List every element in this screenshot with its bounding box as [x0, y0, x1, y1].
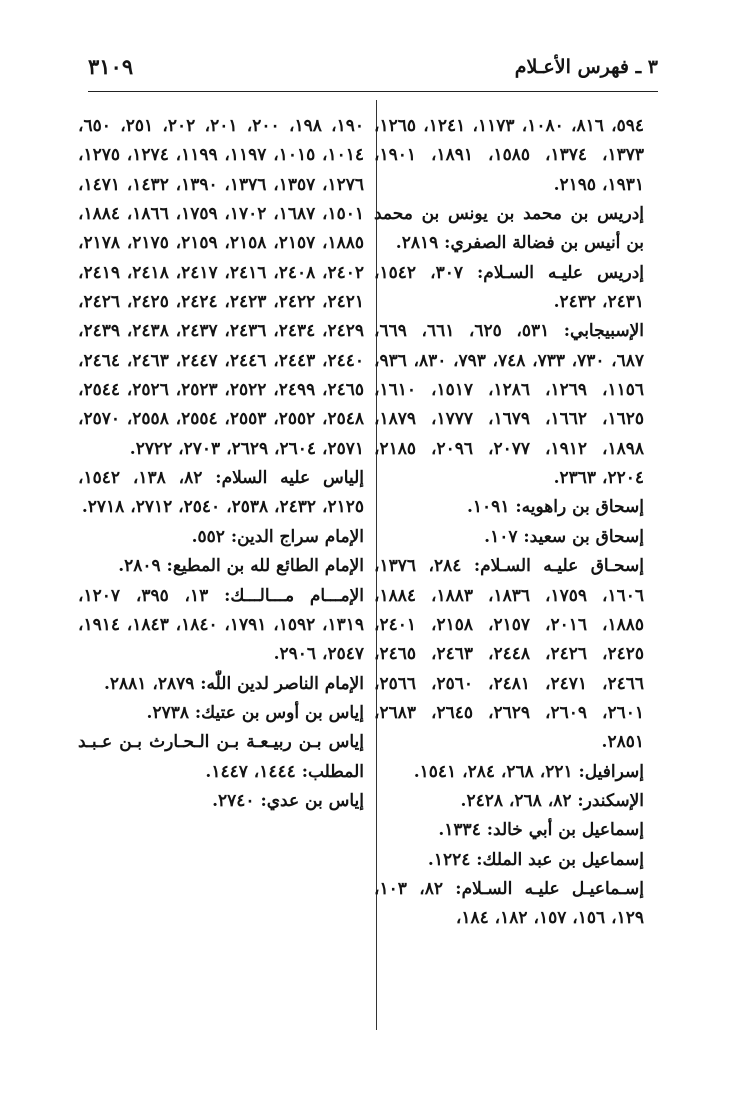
section-title: ٣ ـ فهرس الأعـلام [514, 56, 658, 78]
index-entry: إسحاق بن راهويه: ١٠٩١. [467, 497, 644, 518]
index-entry: إدريس بن محمد بن يونس بن محمد بن أنيس بن فضالة الصفري: ٢٨١٩. [374, 204, 644, 254]
header-rule [88, 91, 658, 92]
index-entry: إياس بـن ربيـعـة بـن الـحـارث بـن عـبـد المطلب: ١٤٤٤، ١٤٤٧. [78, 732, 364, 782]
index-entry: إسحـاق عليـه السـلام: ٢٨٤، ١٣٧٦، ١٦٠٦، ١٧٥٩، ١٨٣٦، ١٨٨٣، ١٨٨٤، ١٨٨٥، ٢٠١٦، ٢١٥٧، ٢١٥٨، ٢٤٠١، ٢٤٢٥، ٢٤٢٦، ٢٤٤٨، ٢٤٦٣، ٢٤٦٥، ٢٤٦٦، ٢٤٧١، ٢٤٨١، ٢٥٦٠، ٢٥٦٦، ٢٦٠١، ٢٦٠٩، ٢٦٢٩، ٢٦٤٥، ٢٦٨٣، ٢٨٥١. [374, 556, 645, 753]
index-entry: الإمـــام مـــالـــك: ١٣، ٣٩٥، ١٢٠٧، ١٣١٩، ١٥٩٢، ١٧٩١، ١٨٤٠، ١٨٤٣، ١٩١٤، ٢٥٤٧، ٢٩٠٦. [78, 585, 365, 665]
index-entry: إسماعيل بن عبد الملك: ١٢٢٤. [427, 849, 644, 870]
index-entry: إسحاق بن سعيد: ١٠٧. [484, 526, 644, 547]
page-header [88, 50, 658, 90]
index-entry: إسماعيل بن أبي خالد: ١٣٣٤. [438, 820, 644, 841]
index-entry: إسرافيل: ٢٢١، ٢٦٨، ٢٨٤، ١٥٤١. [413, 761, 644, 782]
index-entry: الإمام الطائع لله بن المطيع: ٢٨٠٩. [118, 556, 364, 577]
index-entry: إياس بن أوس بن عتيك: ٢٧٣٨. [146, 702, 364, 723]
index-entry: الإسكندر: ٨٢، ٢٦٨، ٢٤٢٨. [460, 790, 644, 811]
index-entry: إياس بن عدي: ٢٧٤٠. [212, 790, 364, 811]
index-entry: الإمام الناصر لدين اللّٰه: ٢٨٧٩، ٢٨٨١. [103, 673, 364, 694]
page-number: ٣١٠٩ [88, 54, 134, 79]
index-entry: الإسبيجابي: ٥٣١، ٦٢٥، ٦٦١، ٦٦٩، ٦٨٧، ٧٣٠، ٧٣٣، ٧٤٨، ٧٩٣، ٨٣٠، ٩٣٦، ١١٥٦، ١٢٦٩، ١٢٨٦، ١٥١٧، ١٦١٠، ١٦٢٥، ١٦٦٢، ١٦٧٩، ١٧٧٧، ١٨٧٩، ١٨٩٨، ١٩١٢، ٢٠٧٧، ٢٠٩٦، ٢١٨٥، ٢٢٠٤، ٢٣٦٣. [374, 321, 645, 489]
index-entry: إسـماعيـل عليـه السـلام: ٨٢، ١٠٣، ١٢٩، ١٥٦، ١٥٧، ١٨٢، ١٨٤، [374, 878, 644, 929]
right-column [374, 112, 644, 934]
left-column [78, 112, 364, 816]
index-entry: الإمام سراج الدين: ٥٥٢. [191, 526, 364, 547]
index-entry: ١٩٠، ١٩٨، ٢٠٠، ٢٠١، ٢٠٢، ٢٥١، ٦٥٠، ١٠١٤، ١٠١٥، ١١٩٧، ١١٩٩، ١٢٧٤، ١٢٧٥، ١٢٧٦، ١٣٥٧، ١٣٧٦، ١٣٩٠، ١٤٣٢، ١٤٧١، ١٥٠١، ١٦٨٧، ١٧٠٢، ١٧٥٩، ١٨٦٦، ١٨٨٤، ١٨٨٥، ٢١٥٧، ٢١٥٨، ٢١٥٩، ٢١٧٥، ٢١٧٨، ٢٤٠٢، ٢٤٠٨، ٢٤١٦، ٢٤١٧، ٢٤١٨، ٢٤١٩، ٢٤٢١، ٢٤٢٢، ٢٤٢٣، ٢٤٢٤، ٢٤٢٥، ٢٤٢٦، ٢٤٢٩، ٢٤٣٤، ٢٤٣٦، ٢٤٣٧، ٢٤٣٨، ٢٤٣٩، ٢٤٤٠، ٢٤٤٣، ٢٤٤٦، ٢٤٤٧، ٢٤٦٣، ٢٤٦٤، ٢٤٦٥، ٢٤٩٩، ٢٥٢٢، ٢٥٢٣، ٢٥٢٦، ٢٥٤٤، ٢٥٤٨، ٢٥٥٢، ٢٥٥٣، ٢٥٥٤، ٢٥٥٨، ٢٥٧٠، ٢٥٧١، ٢٦٠٤، ٢٦٢٩، ٢٧٠٣، ٢٧٢٢. [78, 116, 365, 459]
index-entry: إدريس عليـه السـلام: ٣٠٧، ١٥٤٢، ٢٤٣١، ٢٤٣٢. [374, 262, 644, 313]
index-entry: ٥٩٤، ٨١٦، ١٠٨٠، ١١٧٣، ١٢٤١، ١٢٦٥، ١٣٧٣، ١٣٧٤، ١٥٨٥، ١٨٩١، ١٩٠١، ١٩٣١، ٢١٩٥. [374, 116, 645, 195]
index-entry: إلياس عليه السلام: ٨٢، ١٣٨، ١٥٤٢، ٢١٢٥، ٢٤٣٢، ٢٥٣٨، ٢٥٤٠، ٢٧١٢، ٢٧١٨. [78, 468, 365, 518]
